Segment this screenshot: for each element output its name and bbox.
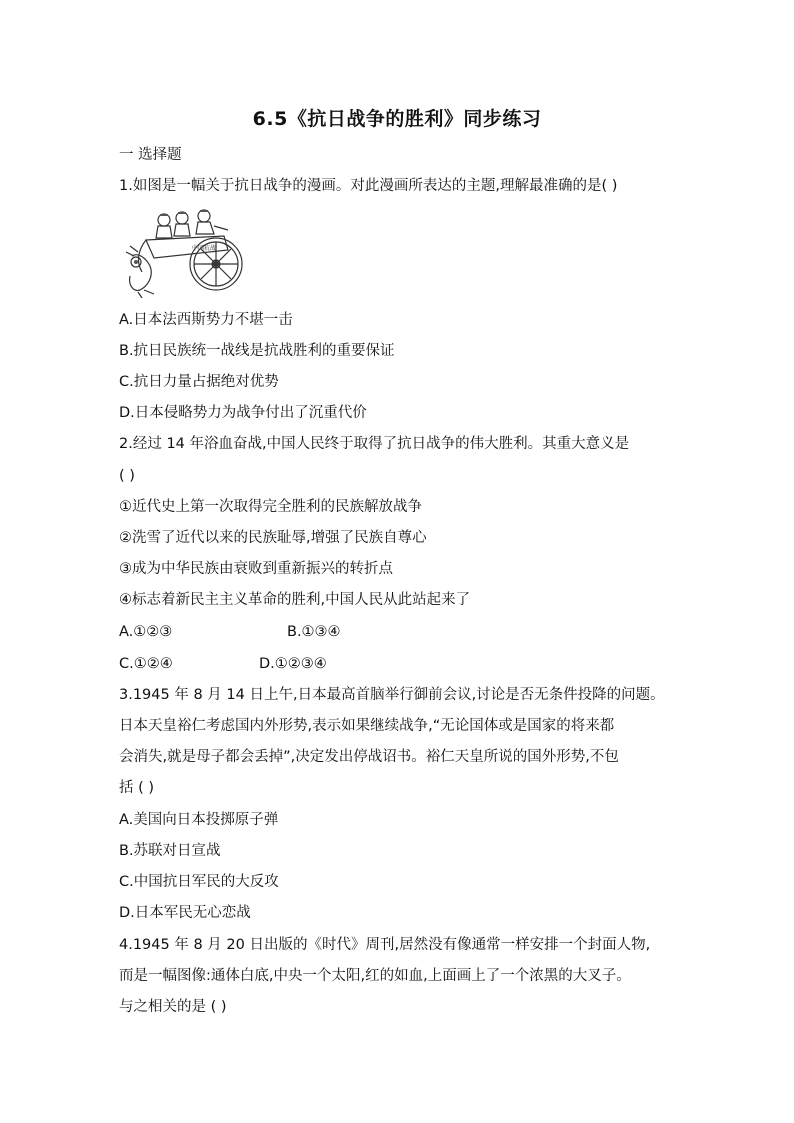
q4-stem-line1: 4.1945 年 8 月 20 日出版的《时代》周刊,居然没有像通常一样安排一个封面人物, — [119, 937, 651, 953]
q3-stem-line3: 会消失,就是母子都会丢掉”,决定发出停战诏书。裕仁天皇所说的国外形势,不包 — [119, 749, 619, 765]
section-heading: 一 选择题 — [119, 147, 182, 163]
q2-option-d: D.①②③④ — [259, 656, 327, 672]
q3-stem-line1: 3.1945 年 8 月 14 日上午,日本最高首脑举行御前会议,讨论是否无条件投降的问题。 — [119, 687, 665, 703]
q3-option-d: D.日本军民无心恋战 — [119, 905, 251, 921]
war-cartoon-image — [124, 206, 252, 298]
cartoon-caption: 中国抗战 — [192, 245, 217, 252]
q1-option-d: D.日本侵略势力为战争付出了沉重代价 — [119, 405, 367, 421]
q3-stem-line4: 括 ( ) — [119, 780, 155, 796]
q3-stem-line2: 日本天皇裕仁考虑国内外形势,表示如果继续战争,“无论国体或是国家的将来都 — [119, 718, 615, 734]
page-title: 6.5《抗日战争的胜利》同步练习 — [252, 108, 542, 130]
q3-option-c: C.中国抗日军民的大反攻 — [119, 874, 279, 890]
q2-option-c: C.①②④ — [119, 656, 173, 672]
q2-stem-line1: 2.经过 14 年浴血奋战,中国人民终于取得了抗日战争的伟大胜利。其重大意义是 — [119, 436, 630, 452]
q2-item-3: ③成为中华民族由衰败到重新振兴的转折点 — [119, 561, 393, 577]
q4-stem-line3: 与之相关的是 ( ) — [119, 999, 227, 1015]
q3-option-a: A.美国向日本投掷原子弹 — [119, 812, 279, 828]
q4-stem-line2: 而是一幅图像:通体白底,中央一个太阳,红的如血,上面画上了一个浓黑的大叉子。 — [119, 968, 631, 984]
q2-stem-line2: ( ) — [119, 468, 135, 484]
q3-option-b: B.苏联对日宣战 — [119, 843, 221, 859]
q2-item-1: ①近代史上第一次取得完全胜利的民族解放战争 — [119, 499, 422, 515]
q1-option-c: C.抗日力量占据绝对优势 — [119, 374, 279, 390]
q1-option-b: B.抗日民族统一战线是抗战胜利的重要保证 — [119, 343, 395, 359]
q2-item-4: ④标志着新民主主义革命的胜利,中国人民从此站起来了 — [119, 592, 471, 608]
q2-option-b: B.①③④ — [287, 624, 341, 640]
q2-item-2: ②洗雪了近代以来的民族耻辱,增强了民族自尊心 — [119, 530, 427, 546]
q1-stem: 1.如图是一幅关于抗日战争的漫画。对此漫画所表达的主题,理解最准确的是( ) — [119, 178, 618, 194]
q1-option-a: A.日本法西斯势力不堪一击 — [119, 312, 293, 328]
q2-option-a: A.①②③ — [119, 624, 173, 640]
